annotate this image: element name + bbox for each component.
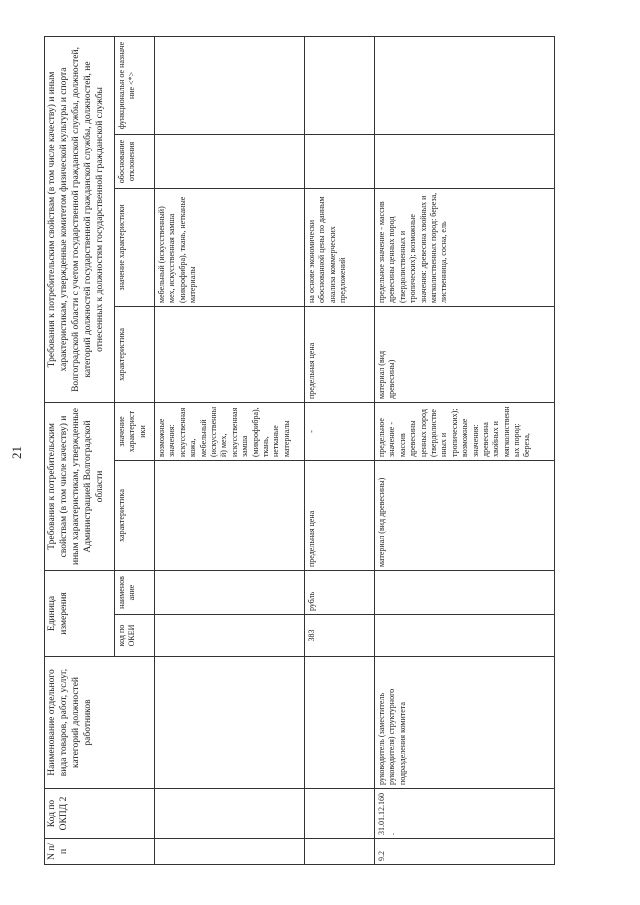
cell-committee-reason — [155, 134, 305, 188]
cell-committee-function — [375, 36, 555, 134]
cell-unit-name: рубль — [305, 571, 375, 615]
cell-admin-characteristic: материал (вид древесины) — [375, 461, 555, 571]
requirements-table — [44, 36, 555, 865]
cell-admin-characteristic — [155, 461, 305, 571]
header-admin-characteristic: характеристика — [115, 461, 155, 571]
cell-admin-characteristic: предельная цена — [305, 461, 375, 571]
header-num: N п/п — [45, 839, 155, 865]
cell-name — [155, 657, 305, 789]
header-committee-function: функциональн ое назначе ние <*> — [115, 36, 155, 134]
header-unit-code: код по ОКЕИ — [115, 615, 155, 657]
cell-okpd — [305, 789, 375, 839]
cell-num — [305, 839, 375, 865]
header-unit-name: наименов ание — [115, 571, 155, 615]
cell-admin-value: возможные значения: искусственная кожа, мебельный (искусственный) мех, искусственная замша (микрофибра), ткань, нетканые материалы — [155, 402, 305, 460]
header-unit: Единица измерения — [45, 571, 115, 657]
cell-committee-reason — [375, 134, 555, 188]
cell-num: 9.2 — [375, 839, 555, 865]
header-admin-requirements: Требования к потребительским свойствам (в том числе качеству) и иным характеристикам, утвержденные Администрацией Волгоградской области — [45, 402, 115, 570]
header-admin-value: значение характерист ики — [115, 402, 155, 460]
header-committee-reason: обоснование отклонения — [115, 134, 155, 188]
header-committee-characteristic: характеристика — [115, 306, 155, 402]
cell-num — [155, 839, 305, 865]
cell-committee-value: мебельный (искусственный) мех, искусственная замша (микрофибра), ткань, нетканые материалы — [155, 188, 305, 306]
cell-committee-characteristic: предельная цена — [305, 306, 375, 402]
cell-committee-function — [305, 36, 375, 134]
cell-okpd — [155, 789, 305, 839]
cell-admin-value: предельное значение - массив древесины ценных пород (твердолиственных и тропических); возможные значения: древесина хвойных и мягколиственных пород: береза, — [375, 402, 555, 460]
cell-unit-code — [155, 615, 305, 657]
cell-name — [305, 657, 375, 789]
cell-committee-value: предельное значение - массив древесины ценных пород (твердолиственных и тропических); возможные значения: древесина хвойных и мягколиственных пород: береза, лиственница, сосна, ель — [375, 188, 555, 306]
cell-name: руководитель (заместитель руководителя) структурного подразделения комитета — [375, 657, 555, 789]
header-committee-value: значение характеристики — [115, 188, 155, 306]
cell-unit-code: 383 — [305, 615, 375, 657]
table-row — [375, 36, 555, 864]
page-number: 21 — [9, 446, 24, 459]
cell-unit-code — [375, 615, 555, 657]
table-row — [305, 36, 375, 864]
cell-committee-reason — [305, 134, 375, 188]
table-row — [155, 36, 305, 864]
cell-committee-characteristic: материал (вид древесины) — [375, 306, 555, 402]
header-name: Наименование отдельного вида товаров, работ, услуг, категорий должностей работников — [45, 657, 155, 789]
cell-unit-name — [155, 571, 305, 615]
cell-committee-characteristic — [155, 306, 305, 402]
cell-unit-name — [375, 571, 555, 615]
cell-committee-value: на основе экономически обоснованной цены по данным анализа коммерческих предложений — [305, 188, 375, 306]
cell-committee-function — [155, 36, 305, 134]
header-okpd: Код по ОКПД 2 — [45, 789, 155, 839]
cell-admin-value: - — [305, 402, 375, 460]
cell-okpd: 31.01.12.160. — [375, 789, 555, 839]
header-committee-requirements: Требования к потребительским свойствам (в том числе качеству) и иным характеристикам, утвержденные комитетом физической культуры и спорта Волгоградской области с учетом государственной гражданской службы, должностей, категорий должностей государственной гражданской службы, должностей, не отнесенных к должностям государственной гражданской службы — [45, 36, 115, 402]
